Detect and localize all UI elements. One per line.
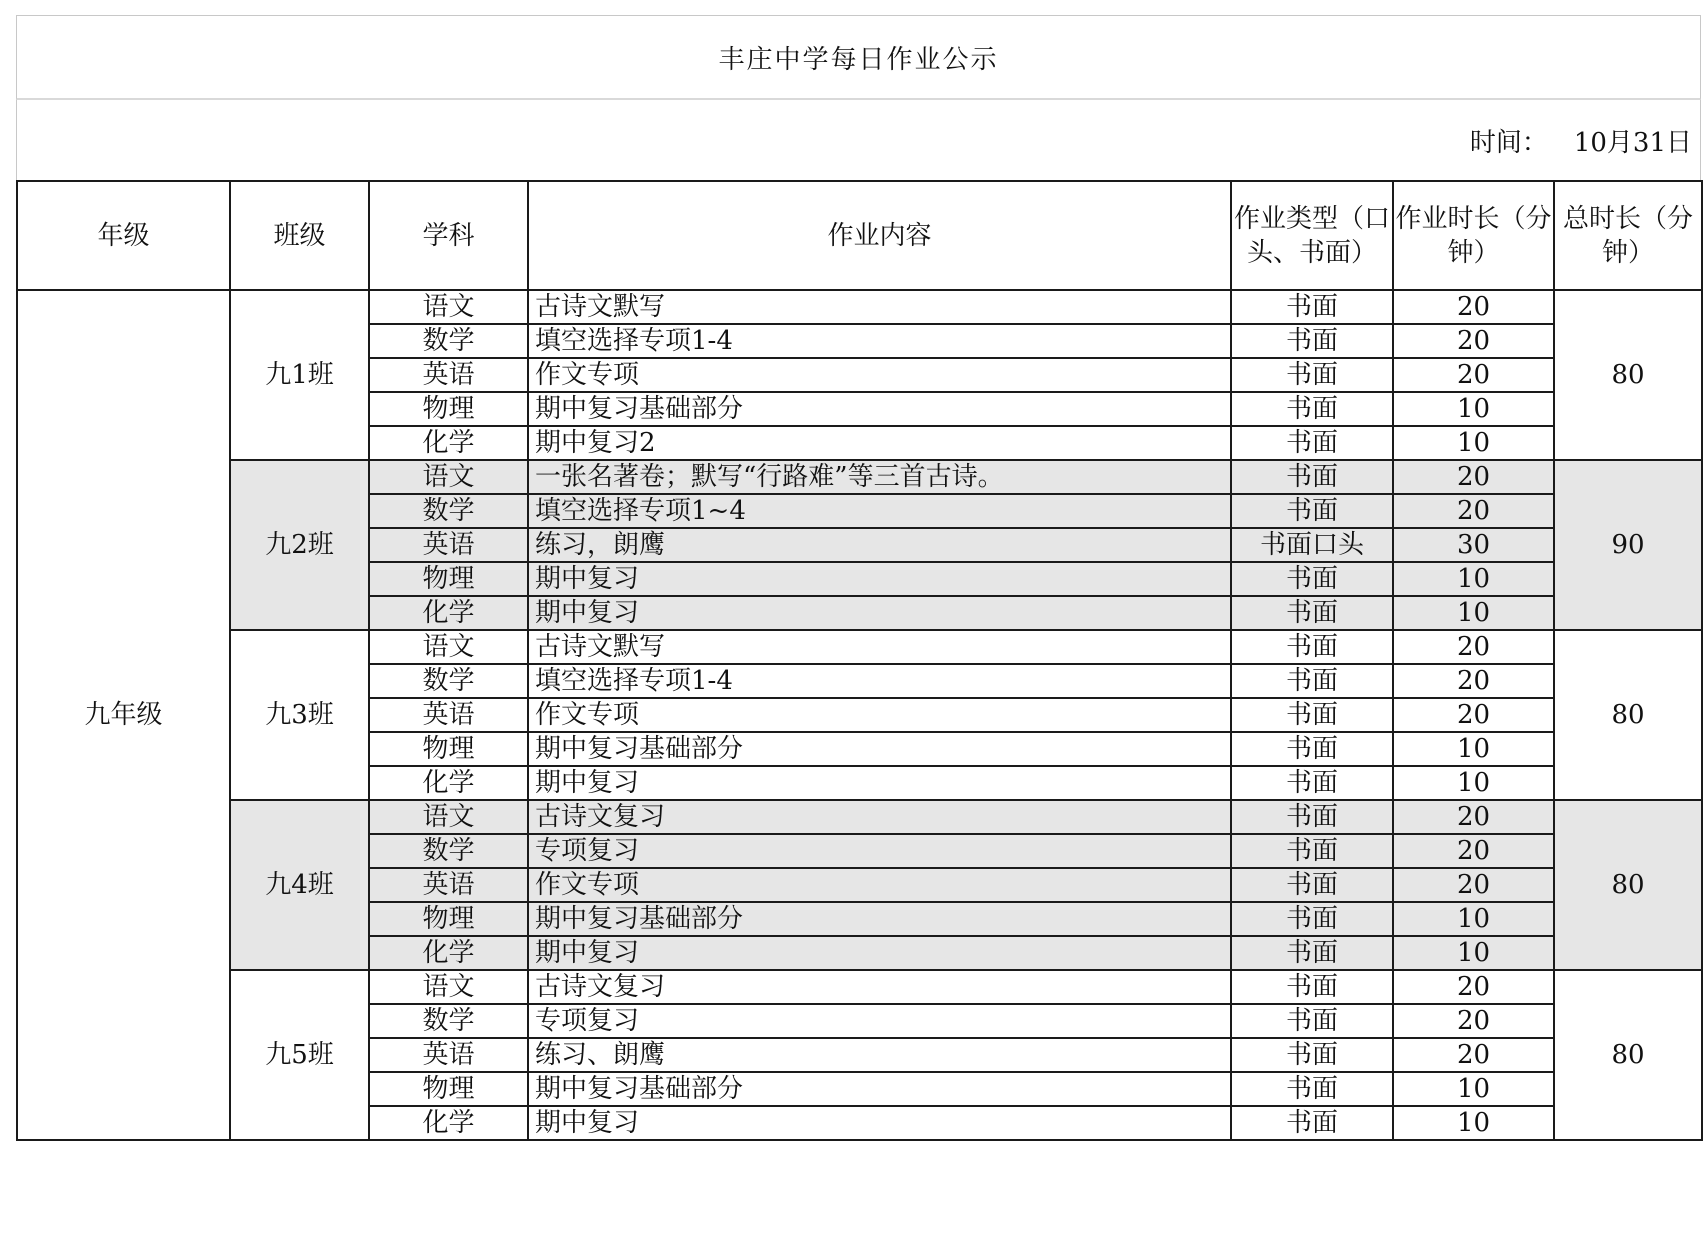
content-cell: 填空选择专项1-4: [528, 664, 1231, 698]
date-cell: [16, 100, 1701, 180]
minutes-cell: 10: [1393, 1072, 1554, 1106]
table-row: [17, 630, 1702, 664]
type-cell: 书面: [1231, 1106, 1393, 1140]
subject-cell: 英语: [369, 528, 528, 562]
header-content: 作业内容: [528, 181, 1231, 290]
minutes-cell: 10: [1393, 426, 1554, 460]
table-row: [17, 800, 1702, 834]
subject-cell: 数学: [369, 834, 528, 868]
subject-cell: 英语: [369, 1038, 528, 1072]
content-cell: 期中复习: [528, 1106, 1231, 1140]
type-cell: 书面: [1231, 426, 1393, 460]
header-grade: 年级: [17, 181, 230, 290]
content-cell: 填空选择专项1-4: [528, 324, 1231, 358]
subject-cell: 物理: [369, 1072, 528, 1106]
subject-cell: 物理: [369, 562, 528, 596]
type-cell: 书面: [1231, 324, 1393, 358]
type-cell: 书面: [1231, 494, 1393, 528]
subject-cell: 物理: [369, 902, 528, 936]
type-cell: 书面: [1231, 936, 1393, 970]
subject-cell: 物理: [369, 392, 528, 426]
content-cell: 期中复习: [528, 562, 1231, 596]
subject-cell: 英语: [369, 868, 528, 902]
subject-cell: 英语: [369, 358, 528, 392]
subject-cell: 物理: [369, 732, 528, 766]
subject-cell: 化学: [369, 596, 528, 630]
content-cell: 期中复习基础部分: [528, 392, 1231, 426]
subject-cell: 数学: [369, 664, 528, 698]
type-cell: 书面: [1231, 698, 1393, 732]
minutes-cell: 20: [1393, 494, 1554, 528]
homework-table: [16, 180, 1703, 1141]
minutes-cell: 20: [1393, 460, 1554, 494]
header-type: 作业类型（口头、书面）: [1231, 181, 1393, 290]
minutes-cell: 20: [1393, 664, 1554, 698]
minutes-cell: 20: [1393, 358, 1554, 392]
content-cell: 专项复习: [528, 1004, 1231, 1038]
page-title: 丰庄中学每日作业公示: [718, 44, 999, 75]
subject-cell: 语文: [369, 970, 528, 1004]
minutes-cell: 20: [1393, 290, 1554, 324]
content-cell: 期中复习基础部分: [528, 1072, 1231, 1106]
class-name-cell: 九1班: [230, 290, 369, 460]
subject-cell: 化学: [369, 766, 528, 800]
minutes-cell: 20: [1393, 834, 1554, 868]
total-minutes-cell: 90: [1554, 460, 1702, 630]
minutes-cell: 20: [1393, 1004, 1554, 1038]
minutes-cell: 20: [1393, 970, 1554, 1004]
minutes-cell: 20: [1393, 324, 1554, 358]
type-cell: 书面: [1231, 970, 1393, 1004]
type-cell: 书面: [1231, 800, 1393, 834]
class-name-cell: 九4班: [230, 800, 369, 970]
grade-cell: 九年级: [17, 290, 230, 1140]
subject-cell: 数学: [369, 494, 528, 528]
minutes-cell: 10: [1393, 562, 1554, 596]
content-cell: 作文专项: [528, 868, 1231, 902]
content-cell: 古诗文复习: [528, 970, 1231, 1004]
minutes-cell: 20: [1393, 698, 1554, 732]
total-minutes-cell: 80: [1554, 800, 1702, 970]
type-cell: 书面: [1231, 630, 1393, 664]
subject-cell: 化学: [369, 426, 528, 460]
title-cell: [16, 15, 1701, 100]
minutes-cell: 20: [1393, 868, 1554, 902]
content-cell: 期中复习基础部分: [528, 902, 1231, 936]
type-cell: 书面: [1231, 596, 1393, 630]
minutes-cell: 10: [1393, 766, 1554, 800]
content-cell: 练习、朗鹰: [528, 1038, 1231, 1072]
subject-cell: 语文: [369, 630, 528, 664]
class-name-cell: 九3班: [230, 630, 369, 800]
minutes-cell: 10: [1393, 1106, 1554, 1140]
homework-sheet: [16, 15, 1701, 1141]
type-cell: 书面: [1231, 1004, 1393, 1038]
class-name-cell: 九5班: [230, 970, 369, 1140]
type-cell: 书面: [1231, 902, 1393, 936]
content-cell: 期中复习: [528, 766, 1231, 800]
subject-cell: 数学: [369, 1004, 528, 1038]
type-cell: 书面: [1231, 1038, 1393, 1072]
content-cell: 一张名著卷；默写“行路难”等三首古诗。: [528, 460, 1231, 494]
header-total: 总时长（分钟）: [1554, 181, 1702, 290]
header-row: [17, 181, 1702, 290]
subject-cell: 化学: [369, 1106, 528, 1140]
content-cell: 填空选择专项1~4: [528, 494, 1231, 528]
minutes-cell: 10: [1393, 902, 1554, 936]
type-cell: 书面: [1231, 1072, 1393, 1106]
table-row: [17, 460, 1702, 494]
header-class: 班级: [230, 181, 369, 290]
table-row: [17, 290, 1702, 324]
table-row: [17, 970, 1702, 1004]
minutes-cell: 30: [1393, 528, 1554, 562]
content-cell: 期中复习基础部分: [528, 732, 1231, 766]
date-value: 10月31日: [1573, 127, 1692, 158]
type-cell: 书面: [1231, 868, 1393, 902]
type-cell: 书面: [1231, 834, 1393, 868]
header-subject: 学科: [369, 181, 528, 290]
table-body: [17, 290, 1702, 1140]
content-cell: 古诗文默写: [528, 630, 1231, 664]
minutes-cell: 10: [1393, 392, 1554, 426]
type-cell: 书面: [1231, 664, 1393, 698]
subject-cell: 化学: [369, 936, 528, 970]
type-cell: 书面: [1231, 392, 1393, 426]
content-cell: 练习，朗鹰: [528, 528, 1231, 562]
type-cell: 书面: [1231, 460, 1393, 494]
minutes-cell: 10: [1393, 936, 1554, 970]
content-cell: 期中复习2: [528, 426, 1231, 460]
header-minutes: 作业时长（分钟）: [1393, 181, 1554, 290]
content-cell: 专项复习: [528, 834, 1231, 868]
type-cell: 书面口头: [1231, 528, 1393, 562]
content-cell: 作文专项: [528, 698, 1231, 732]
content-cell: 古诗文默写: [528, 290, 1231, 324]
subject-cell: 语文: [369, 460, 528, 494]
minutes-cell: 20: [1393, 800, 1554, 834]
minutes-cell: 10: [1393, 732, 1554, 766]
type-cell: 书面: [1231, 290, 1393, 324]
type-cell: 书面: [1231, 562, 1393, 596]
content-cell: 古诗文复习: [528, 800, 1231, 834]
subject-cell: 英语: [369, 698, 528, 732]
content-cell: 期中复习: [528, 936, 1231, 970]
content-cell: 期中复习: [528, 596, 1231, 630]
total-minutes-cell: 80: [1554, 290, 1702, 460]
minutes-cell: 10: [1393, 596, 1554, 630]
type-cell: 书面: [1231, 732, 1393, 766]
type-cell: 书面: [1231, 766, 1393, 800]
type-cell: 书面: [1231, 358, 1393, 392]
minutes-cell: 20: [1393, 630, 1554, 664]
minutes-cell: 20: [1393, 1038, 1554, 1072]
subject-cell: 语文: [369, 800, 528, 834]
date-label: 时间：: [1469, 127, 1548, 158]
total-minutes-cell: 80: [1554, 630, 1702, 800]
total-minutes-cell: 80: [1554, 970, 1702, 1140]
subject-cell: 语文: [369, 290, 528, 324]
content-cell: 作文专项: [528, 358, 1231, 392]
class-name-cell: 九2班: [230, 460, 369, 630]
subject-cell: 数学: [369, 324, 528, 358]
